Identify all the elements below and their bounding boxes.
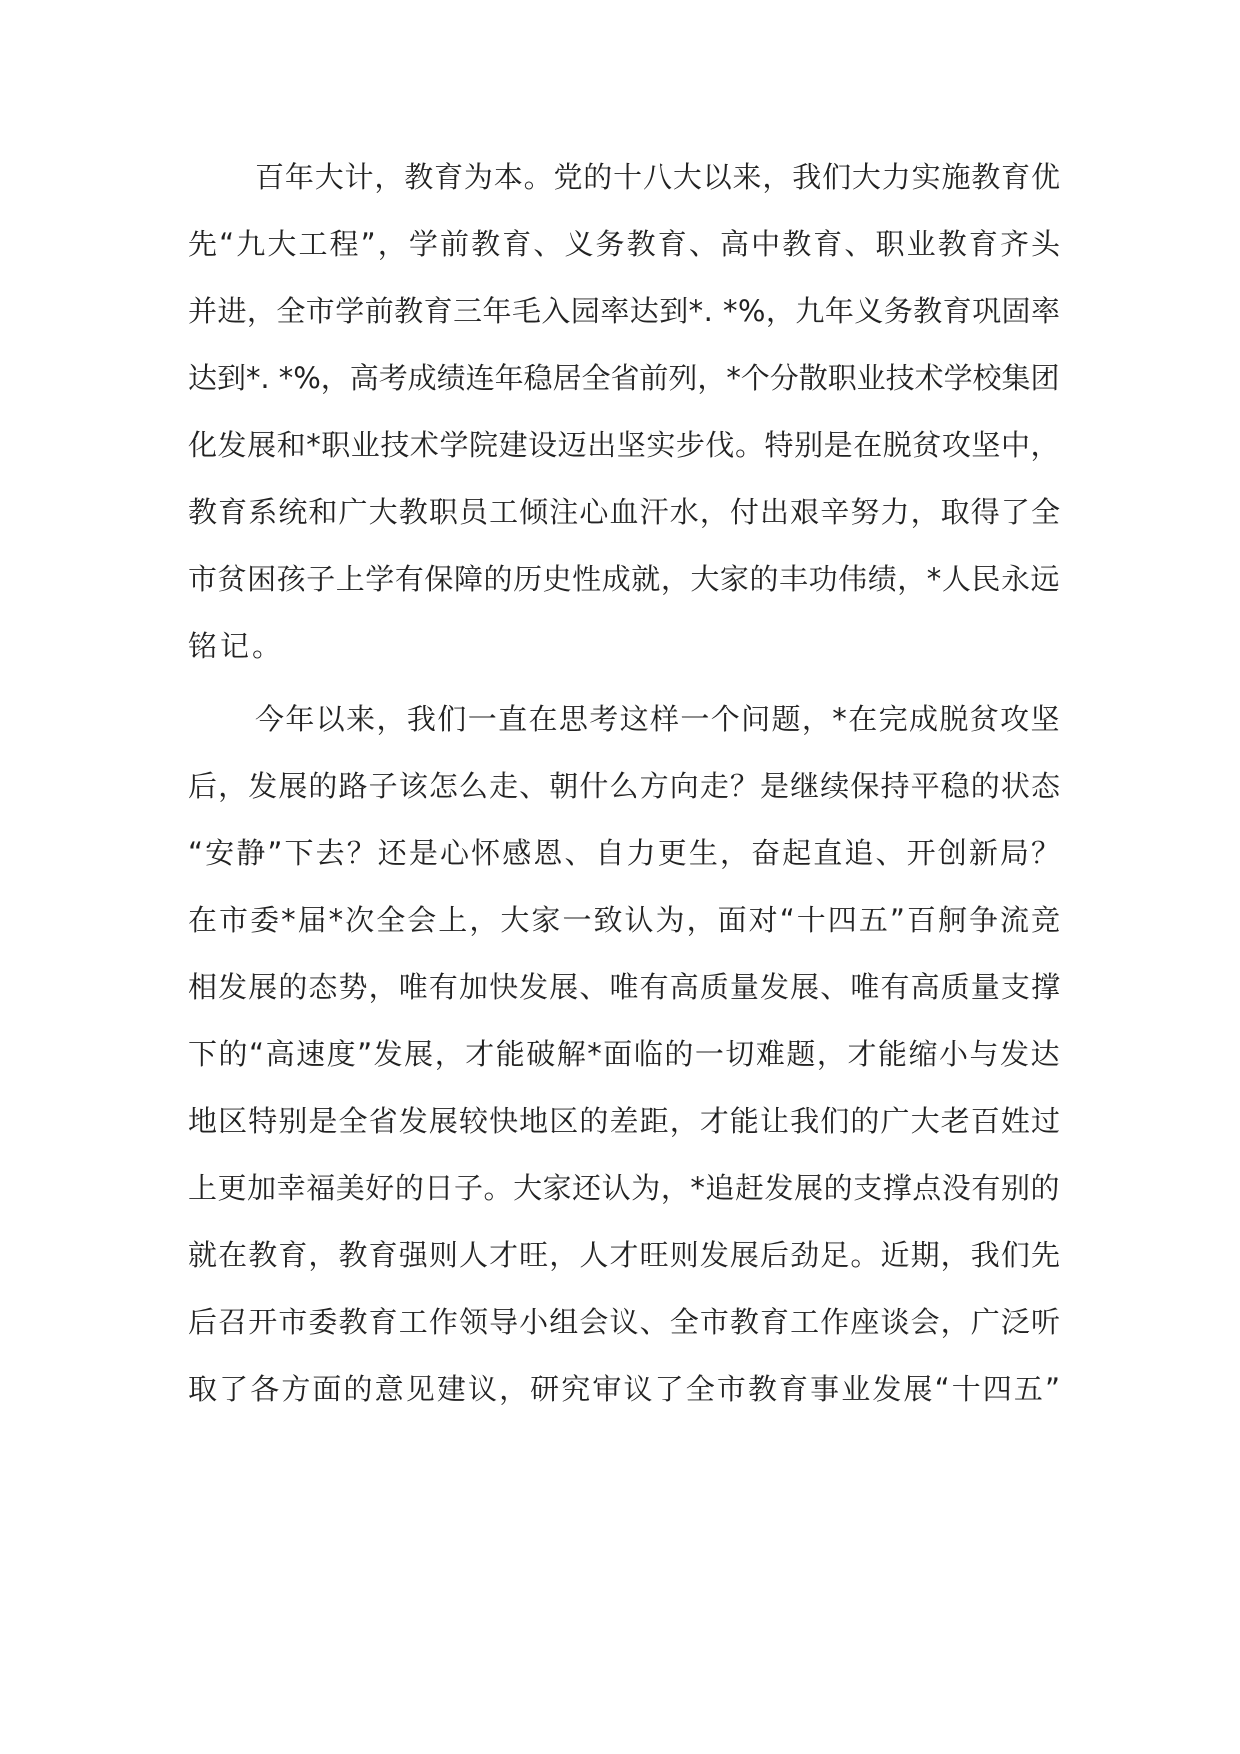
- paragraph-1-line-5: 化发展和*职业技术学院建设迈出坚实步伐。特别是在脱贫攻坚中，: [188, 428, 1061, 462]
- paragraph-1-line-6: 教育系统和广大教职员工倾注心血汗水，付出艰辛努力，取得了全: [188, 495, 1062, 529]
- paragraph-2-line-7: 地区特别是全省发展较快地区的差距，才能让我们的广大老百姓过: [188, 1104, 1062, 1138]
- paragraph-2-line-1: 今年以来，我们一直在思考这样一个问题，*在完成脱贫攻坚: [255, 702, 1061, 736]
- paragraph-2-line-3: “安静”下去？还是心怀感恩、自力更生，奋起直追、开创新局？: [188, 836, 1063, 870]
- paragraph-1-line-8: 铭记。: [188, 629, 285, 663]
- paragraph-2-line-5: 相发展的态势，唯有加快发展、唯有高质量发展、唯有高质量支撑: [188, 970, 1062, 1004]
- paragraph-2-line-6: 下的“高速度”发展，才能破解*面临的一切难题，才能缩小与发达: [188, 1037, 1062, 1071]
- paragraph-2-line-2: 后，发展的路子该怎么走、朝什么方向走？是继续保持平稳的状态: [188, 769, 1062, 803]
- paragraph-1-line-2: 先“九大工程”，学前教育、义务教育、高中教育、职业教育齐头: [188, 227, 1063, 261]
- paragraph-2-line-8: 上更加幸福美好的日子。大家还认为，*追赶发展的支撑点没有别的: [188, 1171, 1061, 1205]
- paragraph-2-line-11: 取了各方面的意见建议，研究审议了全市教育事业发展“十四五”: [188, 1372, 1063, 1406]
- paragraph-2-line-4: 在市委*届*次全会上，大家一致认为，面对“十四五”百舸争流竞: [188, 903, 1063, 937]
- paragraph-2-line-10: 后召开市委教育工作领导小组会议、全市教育工作座谈会，广泛听: [188, 1305, 1062, 1339]
- paragraph-1-line-4: 达到*. *%，高考成绩连年稳居全省前列，*个分散职业技术学校集团: [188, 361, 1060, 395]
- paragraph-1-line-1: 百年大计，教育为本。党的十八大以来，我们大力实施教育优: [255, 160, 1061, 194]
- paragraph-1-line-7: 市贫困孩子上学有保障的历史性成就，大家的丰功伟绩，*人民永远: [188, 562, 1061, 596]
- paragraph-1-line-3: 并进，全市学前教育三年毛入园率达到*. *%，九年义务教育巩固率: [188, 294, 1061, 328]
- paragraph-2-line-9: 就在教育，教育强则人才旺，人才旺则发展后劲足。近期，我们先: [188, 1238, 1062, 1272]
